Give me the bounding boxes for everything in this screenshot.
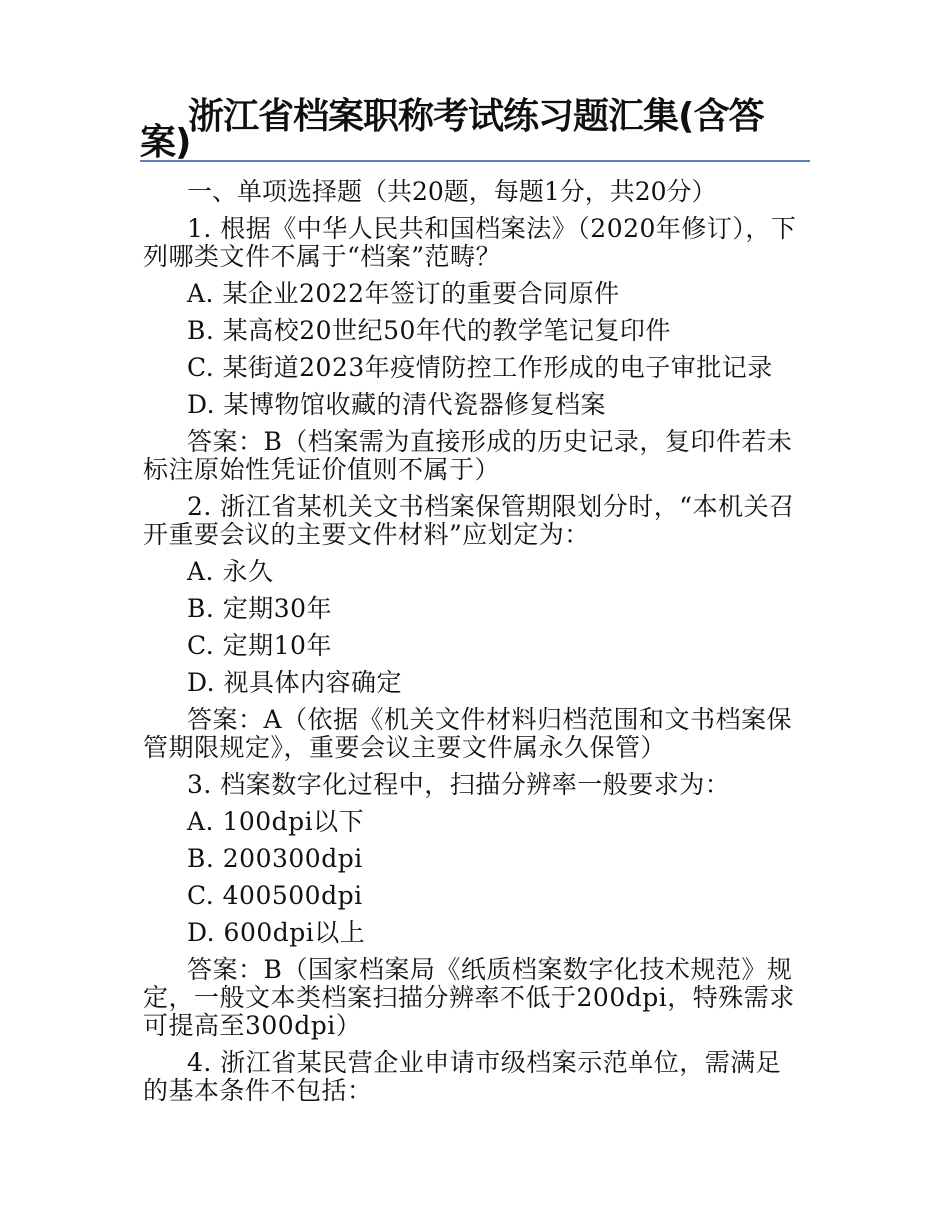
question-3-answer: 答案：B（国家档案局《纸质档案数字化技术规范》规定，一般文本类档案扫描分辨率不低于200dpi，特殊需求可提高至300dpi） [143, 955, 795, 1040]
question-2-answer: 答案：A（依据《机关文件材料归档范围和文书档案保管期限规定》，重要会议主要文件属永久保管） [143, 705, 793, 762]
question-1-option-a: A. 某企业2022年签订的重要合同原件 [187, 279, 620, 308]
question-4: 4. 浙江省某民营企业申请市级档案示范单位，需满足的基本条件不包括： [143, 1048, 782, 1105]
question-3: 3. 档案数字化过程中，扫描分辨率一般要求为： [187, 770, 731, 799]
question-2-option-d: D. 视具体内容确定 [187, 668, 403, 697]
question-1-option-c: C. 某街道2023年疫情防控工作形成的电子审批记录 [187, 353, 773, 382]
question-3-option-a: A. 100dpi以下 [187, 807, 365, 836]
title-block [140, 96, 810, 163]
document-title: 浙江省档案职称考试练习题汇集(含答案) [140, 96, 764, 163]
title-divider [140, 160, 810, 162]
question-2-option-b: B. 定期30年 [187, 594, 333, 623]
question-1-answer: 答案：B（档案需为直接形成的历史记录，复印件若未标注原始性凭证价值则不属于） [143, 427, 793, 484]
question-3-option-c: C. 400500dpi [187, 881, 363, 910]
question-1-option-d: D. 某博物馆收藏的清代瓷器修复档案 [187, 390, 607, 419]
question-1: 1. 根据《中华人民共和国档案法》（2020年修订），下列哪类文件不属于“档案”范畴？ [143, 214, 797, 271]
question-2-option-c: C. 定期10年 [187, 631, 332, 660]
question-3-option-b: B. 200300dpi [187, 844, 363, 873]
section-heading: 一、单项选择题（共20题，每题1分，共20分） [187, 177, 717, 206]
question-3-option-d: D. 600dpi以上 [187, 918, 366, 947]
question-2-option-a: A. 永久 [187, 557, 274, 586]
question-2: 2. 浙江省某机关文书档案保管期限划分时，“本机关召开重要会议的主要文件材料”应划定为： [143, 492, 795, 549]
document-body [143, 178, 803, 1114]
question-1-option-b: B. 某高校20世纪50年代的教学笔记复印件 [187, 316, 671, 345]
